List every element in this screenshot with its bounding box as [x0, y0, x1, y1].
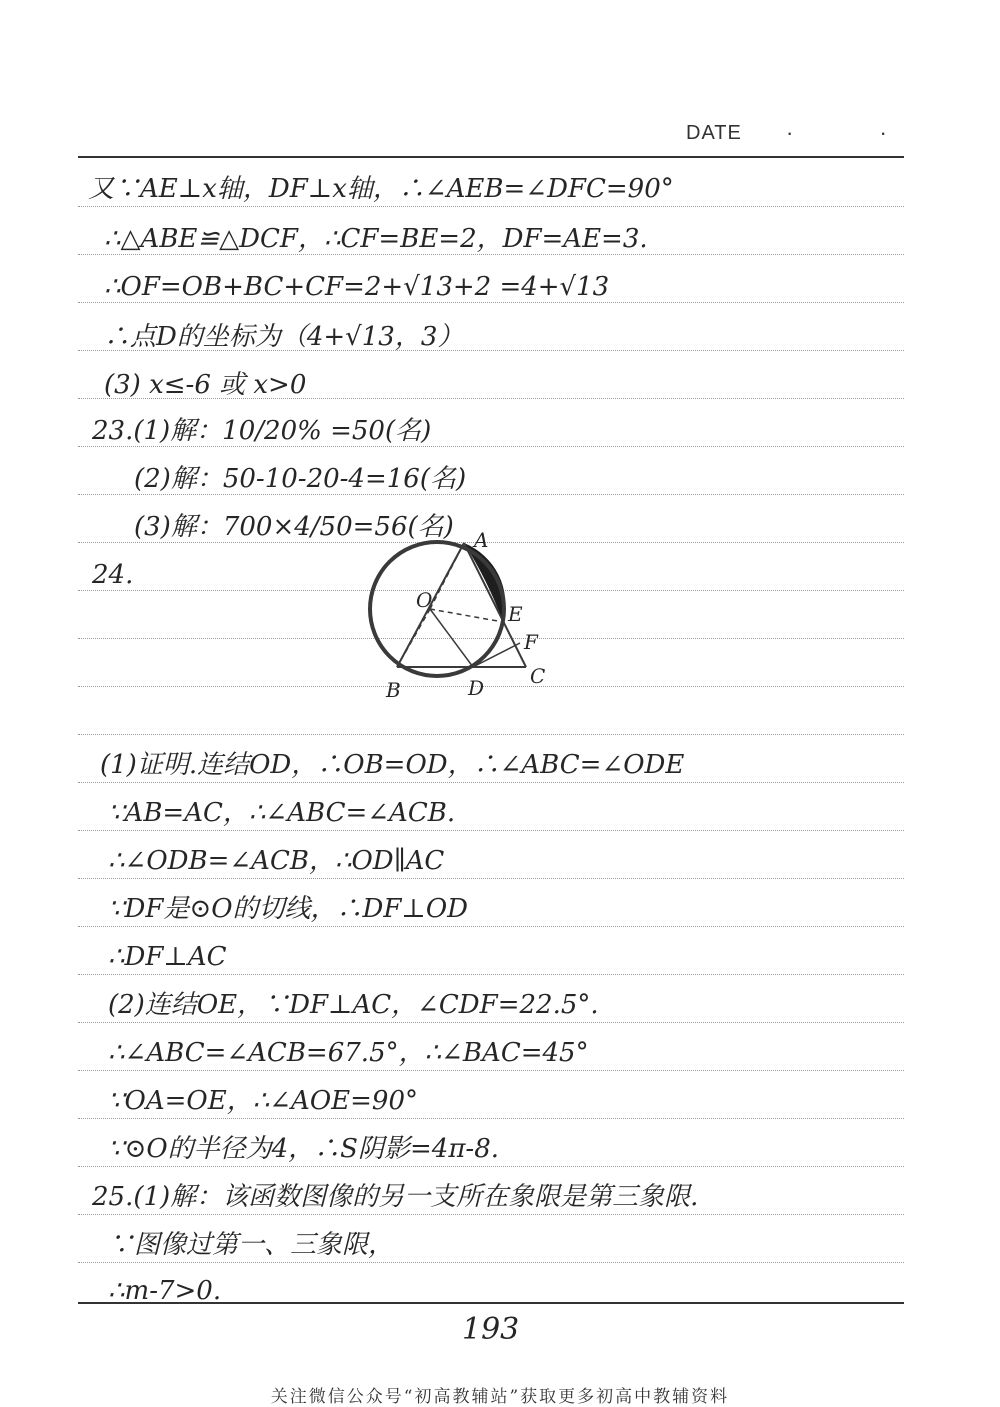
- handwritten-line: (2)连结OE，∵DF⊥AC，∠CDF=22.5°.: [108, 990, 599, 1020]
- circle-triangle-figure: [350, 525, 570, 710]
- segment-oe: [430, 609, 503, 622]
- label-e: E: [508, 602, 523, 626]
- segment-df: [473, 643, 520, 667]
- header-rule: [78, 156, 904, 158]
- handwritten-line: (1)证明.连结OD，∴OB=OD，∴∠ABC=∠ODE: [100, 750, 685, 780]
- handwritten-line: ∴点D的坐标为（4+√13，3）: [104, 322, 464, 352]
- handwritten-line: ∵OA=OE，∴∠AOE=90°: [108, 1086, 418, 1116]
- date-label: DATE: [686, 122, 742, 144]
- handwritten-line: ∴OF=OB+BC+CF=2+√13+2 =4+√13: [104, 272, 610, 302]
- handwritten-line: (2)解：50-10-20-4=16(名): [134, 464, 467, 494]
- ruled-line: [78, 830, 904, 831]
- ruled-line: [78, 494, 904, 495]
- footer-rule: [78, 1302, 904, 1304]
- ruled-line: [78, 1166, 904, 1167]
- circle-o: [370, 542, 504, 676]
- ruled-line: [78, 1022, 904, 1023]
- page-number: 193: [462, 1312, 520, 1347]
- figure-svg: [350, 525, 570, 710]
- ruled-line: [78, 1070, 904, 1071]
- ruled-line: [78, 974, 904, 975]
- handwritten-line: ∴m-7>0.: [108, 1276, 222, 1306]
- handwritten-line: ∴DF⊥AC: [108, 942, 227, 972]
- handwritten-line: 25.(1)解：该函数图像的另一支所在象限是第三象限.: [92, 1182, 699, 1212]
- ruled-line: [78, 782, 904, 783]
- ruled-line: [78, 926, 904, 927]
- handwritten-line: ∴∠ABC=∠ACB=67.5°，∴∠BAC=45°: [108, 1038, 589, 1068]
- label-a: A: [474, 528, 489, 552]
- handwritten-line: ∵图像过第一、三象限，: [108, 1230, 395, 1260]
- handwritten-line: 23.(1)解：10/20% =50(名): [92, 416, 432, 446]
- ruled-line: [78, 446, 904, 447]
- ruled-line: [78, 254, 904, 255]
- ruled-line: [78, 1262, 904, 1263]
- ruled-line: [78, 1118, 904, 1119]
- handwritten-line: ∵AB=AC，∴∠ABC=∠ACB.: [108, 798, 456, 828]
- ruled-line: [78, 878, 904, 879]
- segment-od: [430, 609, 473, 667]
- label-o: O: [416, 588, 433, 612]
- date-dots: · ·: [786, 120, 927, 145]
- footer-note: 关注微信公众号“初高教辅站”获取更多初高中教辅资料: [270, 1387, 730, 1407]
- label-b: B: [386, 678, 401, 702]
- handwritten-line: ∴∠ODB=∠ACB，∴OD∥AC: [108, 846, 445, 876]
- handwritten-line: ∴△ABE≌△DCF，∴CF=BE=2，DF=AE=3.: [104, 224, 648, 254]
- label-d: D: [468, 676, 485, 700]
- ruled-line: [78, 302, 904, 303]
- ruled-line: [78, 1214, 904, 1215]
- segment-od-dash: [430, 543, 464, 609]
- label-f: F: [524, 630, 538, 654]
- handwritten-line: (3)解：700×4/50=56(名): [134, 512, 454, 542]
- ruled-line: [78, 206, 904, 207]
- handwritten-line: ∵DF是⊙O的切线，∴DF⊥OD: [108, 894, 469, 924]
- label-c: C: [530, 664, 546, 688]
- handwritten-line: (3) x≤-6 或 x>0: [104, 370, 307, 400]
- problem-number: 24.: [92, 560, 134, 590]
- handwritten-line: ∵⊙O的半径为4，∴S阴影=4π-8.: [108, 1134, 500, 1164]
- ruled-line: [78, 734, 904, 735]
- handwritten-line: 又∵AE⊥x轴，DF⊥x轴，∴∠AEB=∠DFC=90°: [88, 174, 674, 204]
